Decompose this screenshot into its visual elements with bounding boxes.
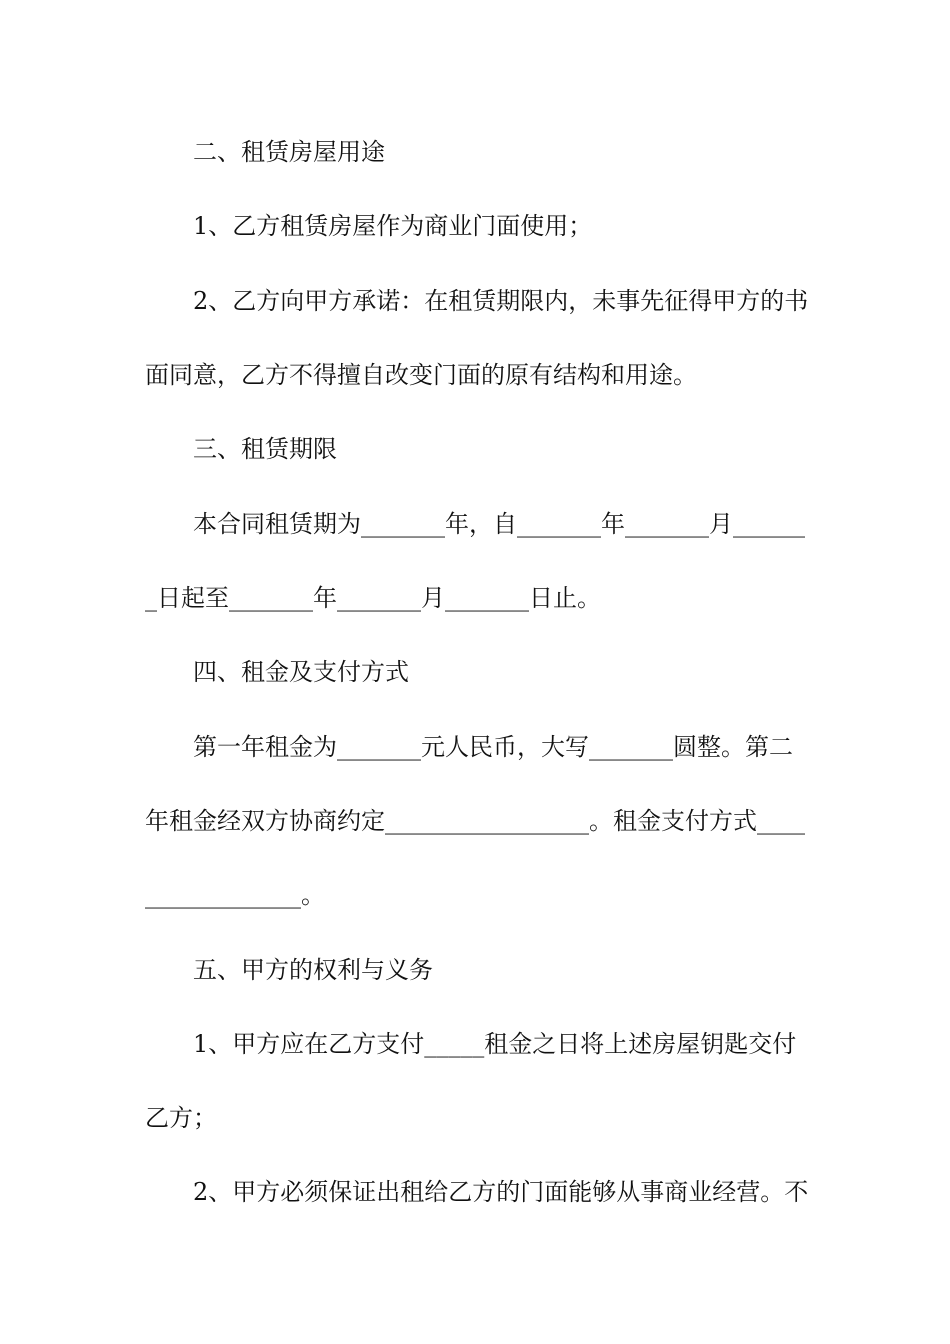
clause-text-continued: 乙方； (145, 1104, 217, 1132)
clause-text: 2、乙方向甲方承诺：在租赁期限内，未事先征得甲方的书 (193, 287, 809, 315)
clause-text-continued: _____________。 (145, 881, 325, 909)
section-heading-lessor-rights: 五、甲方的权利与义务 (193, 956, 433, 984)
section-heading-lease-term: 三、租赁期限 (193, 435, 337, 463)
clause-text-continued: 年租金经双方协商约定_________________。租金支付方式____ (145, 807, 805, 835)
clause-text: 1、甲方应在乙方支付_____租金之日将上述房屋钥匙交付 (193, 1030, 797, 1058)
section-heading-rent-payment: 四、租金及支付方式 (193, 658, 409, 686)
clause-text: 本合同租赁期为_______年，自_______年_______月______ (193, 510, 805, 538)
section-heading-lease-purpose: 二、租赁房屋用途 (193, 138, 385, 166)
clause-text-continued: 面同意，乙方不得擅自改变门面的原有结构和用途。 (145, 361, 697, 389)
clause-text: 1、乙方租赁房屋作为商业门面使用； (193, 212, 593, 240)
clause-text-continued: _日起至_______年_______月_______日止。 (145, 584, 601, 612)
clause-text: 第一年租金为_______元人民币，大写_______圆整。第二 (193, 733, 793, 761)
clause-text: 2、甲方必须保证出租给乙方的门面能够从事商业经营。不 (193, 1178, 809, 1206)
